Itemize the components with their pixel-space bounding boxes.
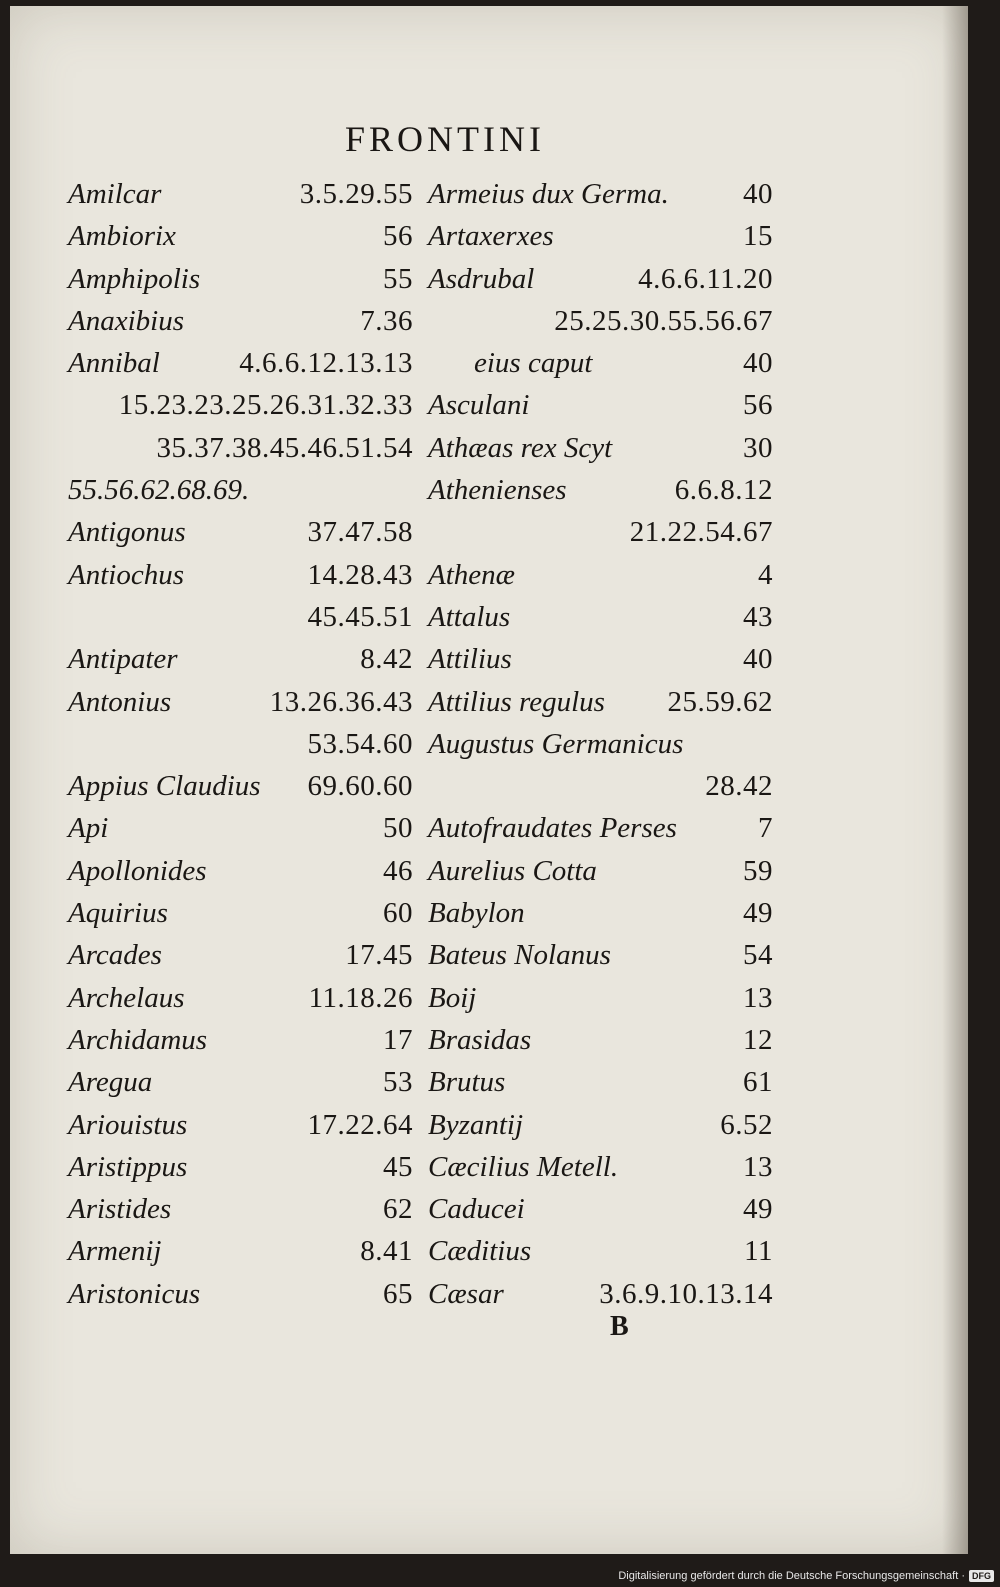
entry-name: Attalus: [428, 600, 511, 633]
entry-page-refs: 43: [743, 600, 773, 633]
entry-name: Artaxerxes: [428, 220, 554, 253]
entry-page-refs: 17.45: [345, 939, 413, 972]
entry-name: Cæditius: [428, 1235, 532, 1268]
entry-page-refs: 6.52: [720, 1108, 773, 1141]
index-entry: [428, 728, 773, 770]
entry-page-refs: 45.45.51: [307, 600, 413, 633]
entry-page-refs: 4: [758, 558, 773, 591]
index-entry: [428, 1193, 773, 1235]
entry-page-refs: 8.41: [360, 1235, 413, 1268]
index-entry: [68, 1109, 413, 1151]
entry-page-refs: 37.47.58: [307, 516, 413, 549]
entry-page-refs: 40: [743, 643, 773, 676]
entry-page-refs: 49: [743, 1193, 773, 1226]
entry-name: Antonius: [68, 685, 172, 718]
index-entry: [68, 432, 413, 474]
entry-name: Anaxibius: [68, 304, 184, 337]
entry-name: Autofraudates Perses: [428, 812, 677, 845]
entry-name: Athenæ: [428, 558, 515, 591]
index-entry: [68, 220, 413, 262]
entry-name: Aurelius Cotta: [428, 854, 597, 887]
index-entry: [68, 516, 413, 558]
entry-page-refs: 55: [383, 262, 413, 295]
index-entry: [68, 770, 413, 812]
index-entry: [428, 516, 773, 558]
entry-name: Ariouistus: [68, 1108, 188, 1141]
entry-name: Cæcilius Metell.: [428, 1150, 619, 1183]
index-entry: [428, 686, 773, 728]
index-entry: [428, 855, 773, 897]
entry-name: Ambiorix: [68, 220, 176, 253]
entry-name: Antipater: [68, 643, 178, 676]
entry-page-refs: 30: [743, 431, 773, 464]
entry-name: Annibal: [68, 347, 160, 380]
entry-name: Antigonus: [68, 516, 186, 549]
entry-page-refs: 59: [743, 854, 773, 887]
entry-page-refs: 4.6.6.12.13.13: [239, 347, 413, 380]
index-entry: [428, 474, 773, 516]
entry-page-refs: 11: [744, 1235, 773, 1268]
index-entry: [68, 559, 413, 601]
entry-page-refs: 21.22.54.67: [629, 516, 773, 549]
index-entry: [428, 601, 773, 643]
index-entry: [68, 855, 413, 897]
entry-page-refs: 12: [743, 1023, 773, 1056]
entry-name: Aregua: [68, 1066, 153, 1099]
entry-name: Appius Claudius: [68, 770, 261, 803]
entry-page-refs: 13: [743, 1150, 773, 1183]
index-entry: [68, 1024, 413, 1066]
entry-name: Cæsar: [428, 1277, 504, 1310]
index-entry: [428, 643, 773, 685]
entry-name: Attilius regulus: [428, 685, 605, 718]
index-entry: [68, 474, 413, 516]
entry-name: Augustus Germanicus: [428, 727, 684, 760]
index-entry: [68, 178, 413, 220]
entry-page-refs: 15: [743, 220, 773, 253]
entry-page-refs: 7.36: [360, 304, 413, 337]
index-entry: [428, 1235, 773, 1277]
index-entry: [428, 982, 773, 1024]
index-entry: [68, 812, 413, 854]
entry-page-refs: 28.42: [705, 770, 773, 803]
entry-page-refs: 45: [383, 1150, 413, 1183]
entry-page-refs: 6.6.8.12: [674, 474, 773, 507]
index-entry: [428, 1278, 773, 1320]
entry-name: Athæas rex Scyt: [428, 431, 613, 464]
entry-page-refs: 60: [383, 897, 413, 930]
entry-name: Aquirius: [68, 897, 168, 930]
entry-name: Byzantij: [428, 1108, 524, 1141]
entry-page-refs: 8.42: [360, 643, 413, 676]
entry-page-refs: 50: [383, 812, 413, 845]
entry-page-refs: 4.6.6.11.20: [638, 262, 773, 295]
index-entry: [428, 812, 773, 854]
digitization-credit: [618, 1570, 994, 1582]
index-entry: [68, 1278, 413, 1320]
index-column-right: [428, 178, 773, 1320]
entry-page-refs: 56: [383, 220, 413, 253]
entry-page-refs: 53.54.60: [307, 727, 413, 760]
entry-page-refs: 54: [743, 939, 773, 972]
entry-page-refs: 62: [383, 1193, 413, 1226]
index-entry: [428, 389, 773, 431]
entry-name: eius caput: [474, 347, 593, 380]
entry-page-refs: 49: [743, 897, 773, 930]
index-entry: [68, 897, 413, 939]
index-entry: [428, 263, 773, 305]
entry-name: Aristonicus: [68, 1277, 201, 1310]
entry-name: Brutus: [428, 1066, 506, 1099]
entry-page-refs: 13.26.36.43: [269, 685, 413, 718]
index-entry: [68, 728, 413, 770]
entry-name: Archidamus: [68, 1023, 208, 1056]
index-entry: [428, 347, 773, 389]
index-entry: [428, 178, 773, 220]
index-entry: [68, 643, 413, 685]
index-entry: [428, 1109, 773, 1151]
entry-name: Api: [68, 812, 109, 845]
entry-name: Babylon: [428, 897, 525, 930]
index-entry: [68, 263, 413, 305]
running-title: FRONTINI: [345, 119, 545, 159]
entry-name: Aristides: [68, 1193, 172, 1226]
entry-page-refs: 3.5.29.55: [299, 178, 413, 210]
entry-page-refs: 40: [743, 178, 773, 210]
book-page: [10, 6, 968, 1554]
index-entry: [428, 770, 773, 812]
entry-page-refs: 40: [743, 347, 773, 380]
entry-name: Attilius: [428, 643, 512, 676]
entry-page-refs: 13: [743, 981, 773, 1014]
entry-page-refs: 53: [383, 1066, 413, 1099]
index-entry: [68, 1066, 413, 1108]
entry-page-refs: 25.25.30.55.56.67: [554, 304, 773, 337]
entry-name: Armeius dux Germa.: [428, 178, 669, 210]
index-entry: [68, 347, 413, 389]
entry-page-refs: 46: [383, 854, 413, 887]
entry-page-refs: 3.6.9.10.13.14: [599, 1277, 773, 1310]
dfg-logo: DFG: [969, 1570, 994, 1582]
entry-page-refs: 17.22.64: [307, 1108, 413, 1141]
entry-page-refs: 61: [743, 1066, 773, 1099]
index-column-left: [68, 178, 413, 1320]
entry-page-refs: 69.60.60: [307, 770, 413, 803]
entry-name: Apollonides: [68, 854, 207, 887]
entry-name: Caducei: [428, 1193, 525, 1226]
index-entry: [68, 939, 413, 981]
entry-name: 55.56.62.68.69.: [68, 474, 250, 507]
signature-mark: B: [610, 1311, 629, 1342]
credit-text: Digitalisierung gefördert durch die Deutsche Forschungsgemeinschaft ·: [618, 1570, 965, 1582]
entry-name: Brasidas: [428, 1023, 532, 1056]
entry-page-refs: 17: [383, 1023, 413, 1056]
entry-page-refs: 14.28.43: [307, 558, 413, 591]
index-entry: [428, 939, 773, 981]
index-entry: [68, 686, 413, 728]
entry-name: Archelaus: [68, 981, 185, 1014]
entry-name: Armenij: [68, 1235, 162, 1268]
index-entry: [428, 220, 773, 262]
index-entry: [68, 1193, 413, 1235]
index-entry: [428, 897, 773, 939]
index-entry: [428, 559, 773, 601]
index-entry: [68, 601, 413, 643]
entry-name: Athenienses: [428, 474, 567, 507]
entry-name: Bateus Nolanus: [428, 939, 611, 972]
entry-name: Boij: [428, 981, 477, 1014]
index-entry: [428, 1066, 773, 1108]
entry-page-refs: 11.18.26: [308, 981, 413, 1014]
entry-name: Arcades: [68, 939, 162, 972]
index-entry: [68, 982, 413, 1024]
entry-name: Asculani: [428, 389, 530, 422]
entry-page-refs: 7: [758, 812, 773, 845]
entry-name: Amilcar: [68, 178, 162, 210]
entry-page-refs: 15.23.23.25.26.31.32.33: [118, 389, 413, 422]
index-entry: [68, 1235, 413, 1277]
index-entry: [428, 1024, 773, 1066]
entry-name: Antiochus: [68, 558, 184, 591]
entry-name: Amphipolis: [68, 262, 201, 295]
entry-name: Aristippus: [68, 1150, 188, 1183]
entry-page-refs: 25.59.62: [667, 685, 773, 718]
index-entry: [428, 432, 773, 474]
entry-page-refs: 56: [743, 389, 773, 422]
entry-page-refs: 35.37.38.45.46.51.54: [156, 431, 413, 464]
index-entry: [428, 1151, 773, 1193]
entry-name: Asdrubal: [428, 262, 535, 295]
index-entry: [68, 389, 413, 431]
index-entry: [428, 305, 773, 347]
index-entry: [68, 1151, 413, 1193]
entry-page-refs: 65: [383, 1277, 413, 1310]
index-entry: [68, 305, 413, 347]
